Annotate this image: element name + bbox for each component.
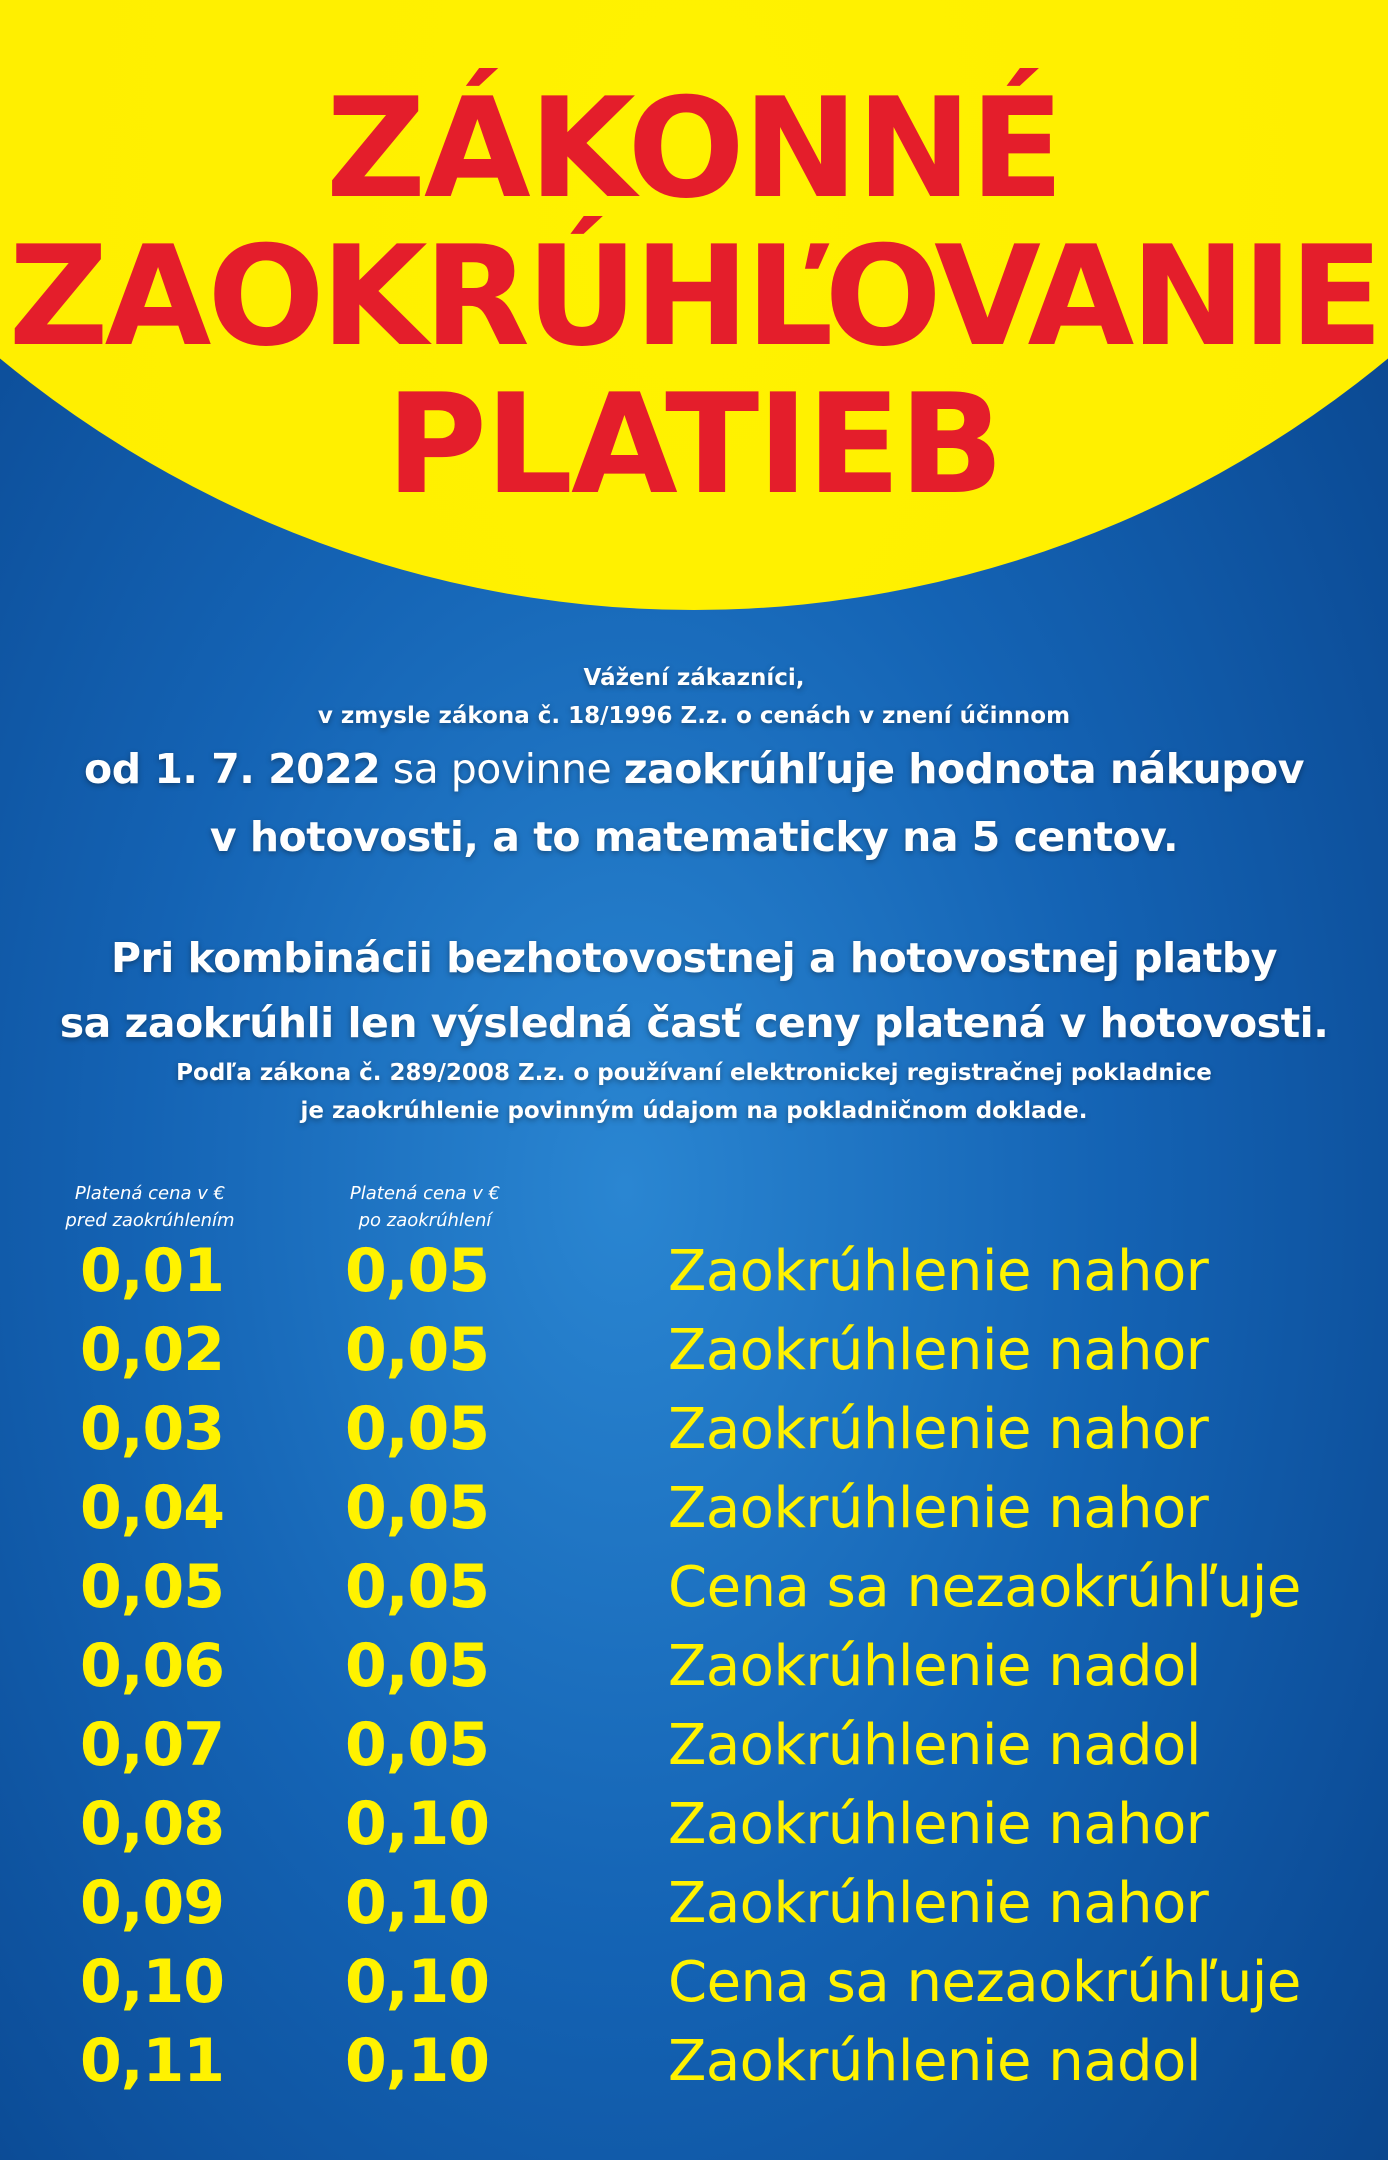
combination-line-2: sa zaokrúhli len výsledná časť ceny platená v hotovosti. [59, 999, 1329, 1047]
price-before: 0,02 [80, 1315, 225, 1385]
effective-date: od 1. 7. 2022 [84, 745, 381, 793]
combination-line-1: Pri kombinácii bezhotovostnej a hotovostnej platby [111, 934, 1277, 982]
rounding-text: zaokrúhľuje hodnota nákupov [623, 745, 1304, 793]
price-after: 0,05 [345, 1473, 490, 1543]
rounding-statement-line-1 [0, 745, 1388, 793]
price-after: 0,05 [345, 1236, 490, 1306]
register-law-line-1: Podľa zákona č. 289/2008 Z.z. o používaní elektronickej registračnej pokladnice [176, 1060, 1212, 1086]
price-before: 0,10 [80, 1947, 225, 2017]
price-after: 0,10 [345, 2026, 490, 2096]
price-before: 0,04 [80, 1473, 225, 1543]
price-after: 0,05 [345, 1394, 490, 1464]
column-header-after [330, 1180, 520, 1234]
price-after: 0,10 [345, 1947, 490, 2017]
table-row [0, 1943, 1388, 2022]
table-row [0, 1785, 1388, 1864]
table-row [0, 1311, 1388, 1390]
column-header-after-line-2: po zaokrúhlení [358, 1210, 492, 1231]
rounding-note: Cena sa nezaokrúhľuje [668, 1555, 1301, 1620]
price-before: 0,07 [80, 1710, 225, 1780]
rounding-table [0, 1232, 1388, 2101]
register-law-line-2: je zaokrúhlenie povinným údajom na pokladničnom doklade. [300, 1098, 1088, 1124]
column-header-before-line-2: pred zaokrúhlením [65, 1210, 235, 1231]
price-before: 0,11 [80, 2026, 225, 2096]
greeting: Vážení zákazníci, [583, 665, 805, 691]
table-row [0, 1548, 1388, 1627]
column-header-before [55, 1180, 245, 1234]
price-after: 0,05 [345, 1710, 490, 1780]
table-row [0, 1864, 1388, 1943]
price-after: 0,10 [345, 1868, 490, 1938]
title-line-2: ZAOKRÚHĽOVANIE [8, 216, 1380, 377]
table-row [0, 1469, 1388, 1548]
price-before: 0,05 [80, 1552, 225, 1622]
rounding-note: Zaokrúhlenie nahor [668, 1397, 1209, 1462]
price-after: 0,05 [345, 1552, 490, 1622]
mandatory-word: sa povinne [380, 745, 624, 793]
price-after: 0,05 [345, 1631, 490, 1701]
rounding-note: Zaokrúhlenie nahor [668, 1871, 1209, 1936]
column-header-after-line-1: Platená cena v € [349, 1183, 501, 1204]
price-before: 0,06 [80, 1631, 225, 1701]
table-row [0, 1232, 1388, 1311]
rounding-note: Zaokrúhlenie nahor [668, 1239, 1209, 1304]
rounding-note: Zaokrúhlenie nahor [668, 1476, 1209, 1541]
title-line-1: ZÁKONNÉ [325, 68, 1063, 229]
column-header-before-line-1: Platená cena v € [74, 1183, 226, 1204]
price-after: 0,05 [345, 1315, 490, 1385]
rounding-note: Zaokrúhlenie nadol [668, 2029, 1201, 2094]
table-row [0, 1390, 1388, 1469]
title-line-3: PLATIEB [385, 364, 1003, 525]
price-before: 0,08 [80, 1789, 225, 1859]
price-before: 0,01 [80, 1236, 225, 1306]
rounding-note: Zaokrúhlenie nahor [668, 1792, 1209, 1857]
rounding-note: Zaokrúhlenie nadol [668, 1634, 1201, 1699]
rounding-note: Zaokrúhlenie nahor [668, 1318, 1209, 1383]
law-reference: v zmysle zákona č. 18/1996 Z.z. o cenách v znení účinnom [317, 703, 1071, 729]
price-before: 0,03 [80, 1394, 225, 1464]
price-after: 0,10 [345, 1789, 490, 1859]
table-row [0, 2022, 1388, 2101]
table-row [0, 1627, 1388, 1706]
table-row [0, 1706, 1388, 1785]
rounding-note: Cena sa nezaokrúhľuje [668, 1950, 1301, 2015]
price-before: 0,09 [80, 1868, 225, 1938]
rounding-statement-line-2: v hotovosti, a to matematicky na 5 centov. [209, 813, 1179, 861]
rounding-note: Zaokrúhlenie nadol [668, 1713, 1201, 1778]
